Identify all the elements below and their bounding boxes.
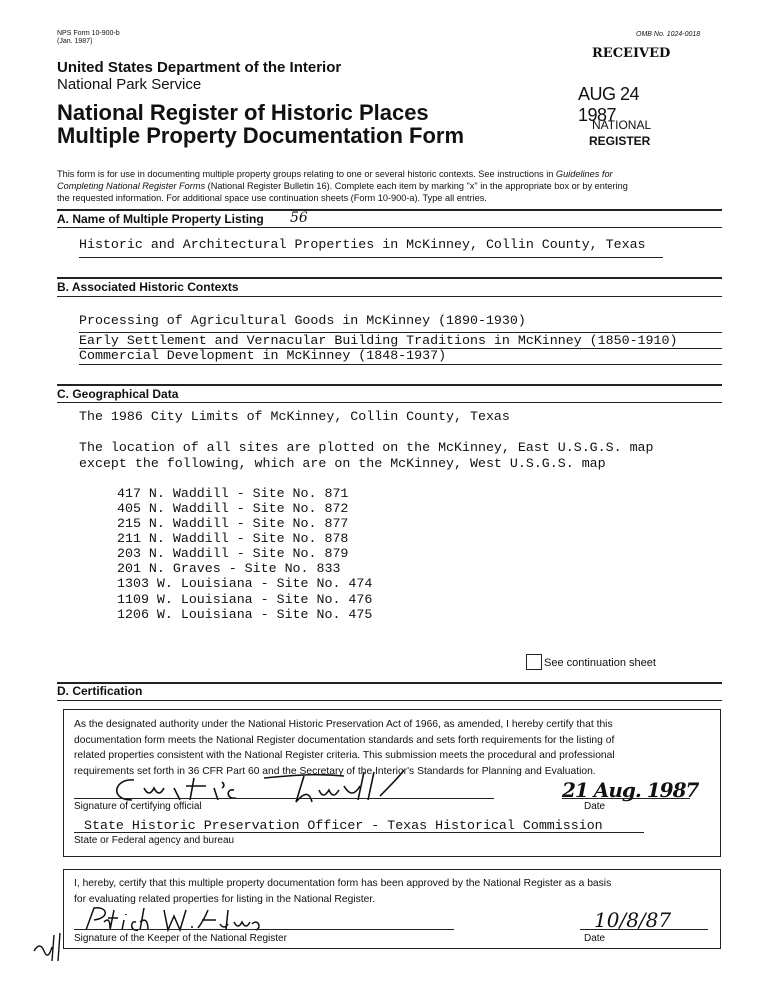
signature-date: 21 Aug. 1987 bbox=[562, 778, 699, 802]
section-a-annotation: 56 bbox=[290, 210, 308, 226]
keeper-date-label: Date bbox=[584, 933, 606, 944]
received-stamp bbox=[570, 46, 680, 156]
instr-1a: This form is for use in documenting multiple property groups relating to one or several historic contexts. See instructions in bbox=[57, 169, 556, 179]
underline-b3 bbox=[79, 364, 722, 365]
stamp-received: RECEIVED bbox=[592, 46, 671, 61]
approval-box bbox=[63, 869, 721, 949]
keeper-date-line bbox=[580, 929, 708, 930]
stamp-date: AUG 24 1987 bbox=[578, 84, 640, 125]
signature-line bbox=[74, 798, 494, 799]
site-item: 201 N. Graves - Site No. 833 bbox=[117, 561, 341, 576]
rule-a-top bbox=[57, 209, 722, 211]
continuation-label: See continuation sheet bbox=[544, 657, 656, 669]
rule-a-bottom bbox=[57, 227, 722, 228]
signature-label: Signature of certifying official bbox=[74, 801, 202, 812]
site-item: 417 N. Waddill - Site No. 871 bbox=[117, 486, 349, 501]
form-title-1: National Register of Historic Places bbox=[57, 100, 429, 125]
approval-statement bbox=[74, 876, 714, 907]
instr-2b: (National Register Bulletin 16). Complete each item by marking "x" in the appropriate box or by entering bbox=[205, 181, 628, 191]
rule-c-bottom bbox=[57, 402, 722, 403]
context-1: Processing of Agricultural Goods in McKinney (1890-1930) bbox=[79, 313, 526, 328]
certification-box bbox=[63, 709, 721, 857]
form-title-2: Multiple Property Documentation Form bbox=[57, 123, 465, 148]
instructions bbox=[57, 168, 727, 204]
context-3: Commercial Development in McKinney (1848-1937) bbox=[79, 348, 447, 363]
geo-para-1: The location of all sites are plotted on the McKinney, East U.S.G.S. map bbox=[79, 440, 654, 455]
geo-para-2: except the following, which are on the McKinney, West U.S.G.S. map bbox=[79, 456, 606, 471]
rule-b-bottom bbox=[57, 296, 722, 297]
rule-d-top bbox=[57, 682, 722, 684]
form-date: (Jan. 1987) bbox=[57, 38, 93, 45]
site-item: 1303 W. Louisiana - Site No. 474 bbox=[117, 576, 373, 591]
margin-mark-image bbox=[30, 925, 70, 965]
continuation-checkbox[interactable] bbox=[526, 654, 542, 670]
site-item: 203 N. Waddill - Site No. 879 bbox=[117, 546, 349, 561]
approval-line: I, hereby, certify that this multiple property documentation form has been approved by the National Register as a basis bbox=[74, 878, 612, 889]
section-b-title: B. Associated Historic Contexts bbox=[57, 280, 239, 294]
section-c-title: C. Geographical Data bbox=[57, 387, 179, 401]
keeper-signature-line bbox=[74, 929, 454, 930]
approval-line: for evaluating related properties for listing in the National Register. bbox=[74, 893, 376, 905]
service: National Park Service bbox=[57, 76, 202, 93]
rule-c-top bbox=[57, 384, 722, 386]
rule-b-top bbox=[57, 277, 722, 279]
agency-value: State Historic Preservation Officer - Texas Historical Commission bbox=[84, 818, 603, 833]
site-item: 211 N. Waddill - Site No. 878 bbox=[117, 531, 349, 546]
site-item: 215 N. Waddill - Site No. 877 bbox=[117, 516, 349, 531]
section-a-title: A. Name of Multiple Property Listing bbox=[57, 212, 264, 226]
department: United States Department of the Interior bbox=[57, 59, 342, 76]
keeper-date: 10/8/87 bbox=[594, 908, 672, 932]
omb-number: OMB No. 1024-0018 bbox=[636, 31, 701, 38]
keeper-label: Signature of the Keeper of the National Register bbox=[74, 933, 287, 944]
context-2: Early Settlement and Vernacular Building Traditions in McKinney (1850-1910) bbox=[79, 333, 678, 348]
instr-3: the requested information. For additional space use continuation sheets (Form 10-900-a). Type all entries. bbox=[57, 193, 487, 203]
cert-line: requirements set forth in 36 CFR Part 60 and the Secretary of the Interior's Standards for Planning and Evaluation. bbox=[74, 765, 596, 777]
date-line bbox=[562, 798, 690, 799]
stamp-national: NATIONAL bbox=[592, 118, 652, 132]
cert-line: documentation form meets the National Register documentation standards and sets forth requirements for the listing of bbox=[74, 734, 615, 746]
site-item: 405 N. Waddill - Site No. 872 bbox=[117, 501, 349, 516]
section-d-title: D. Certification bbox=[57, 684, 143, 698]
instr-1b: Guidelines for bbox=[555, 169, 613, 179]
site-item: 1206 W. Louisiana - Site No. 475 bbox=[117, 607, 373, 622]
instr-2a: Completing National Register Forms bbox=[57, 181, 206, 191]
cert-line: As the designated authority under the National Historic Preservation Act of 1966, as amended, I hereby certify that this bbox=[74, 719, 613, 730]
rule-d-bottom bbox=[57, 700, 722, 701]
stamp-register: REGISTER bbox=[589, 134, 651, 148]
agency-line bbox=[74, 832, 644, 833]
geo-city-limits: The 1986 City Limits of McKinney, Collin County, Texas bbox=[79, 409, 510, 424]
underline-a bbox=[79, 257, 663, 258]
property-listing-name: Historic and Architectural Properties in McKinney, Collin County, Texas bbox=[79, 237, 646, 252]
cert-line: related properties consistent with the National Register criteria. This submission meets the procedural and professional bbox=[74, 750, 615, 761]
site-item: 1109 W. Louisiana - Site No. 476 bbox=[117, 592, 373, 607]
agency-label: State or Federal agency and bureau bbox=[74, 835, 235, 846]
date-label: Date bbox=[584, 801, 606, 812]
form-number: NPS Form 10-900-b bbox=[57, 30, 120, 37]
